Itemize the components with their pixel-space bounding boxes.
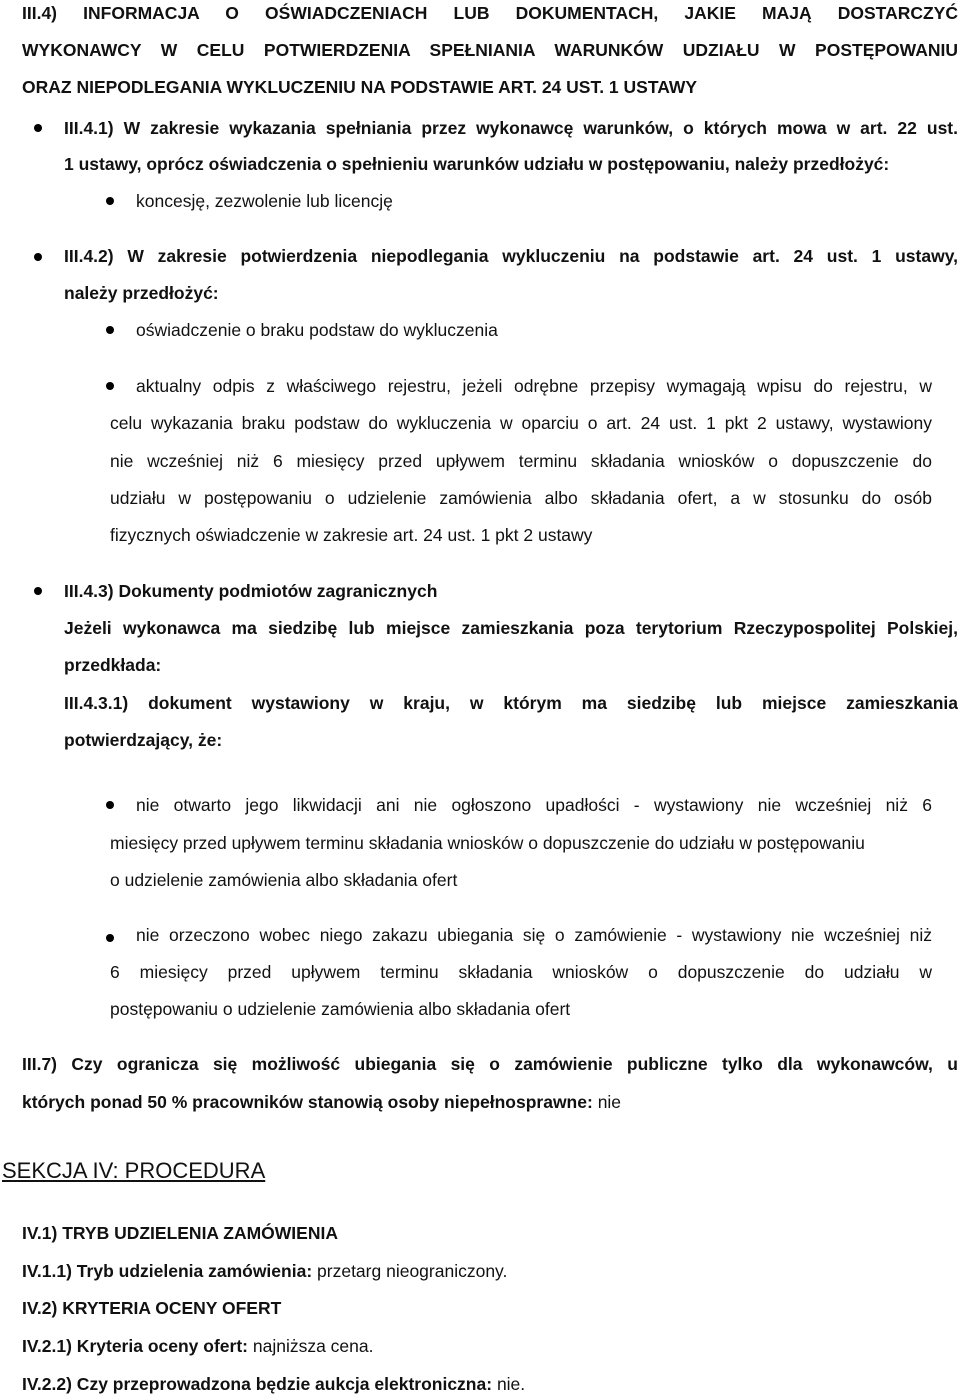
iv21-value: najniższa cena. bbox=[252, 1336, 374, 1356]
section-iii4-heading-line-1: III.4) INFORMACJA O OŚWIADCZENIACH LUB DOKUMENTACH, JAKIE MAJĄ DOSTARCZYĆ bbox=[22, 3, 958, 23]
iv11-label: IV.1.1) Tryb udzielenia zamówienia: bbox=[22, 1261, 313, 1281]
iii43-item-2-line-1: nie orzeczono wobec niego zakazu ubiegania się o zamówienie - wystawiony nie wcześniej niż bbox=[136, 925, 932, 945]
iii7-answer: nie bbox=[597, 1092, 622, 1112]
iii43-intro-line-2: przedkłada: bbox=[64, 655, 162, 675]
bullet-icon bbox=[106, 382, 114, 390]
iv1-heading: IV.1) TRYB UDZIELENIA ZAMÓWIENIA bbox=[22, 1223, 338, 1243]
bullet-icon bbox=[106, 326, 114, 334]
bullet-icon bbox=[106, 197, 114, 205]
bullet-icon bbox=[106, 934, 114, 942]
iv11-line bbox=[22, 1260, 507, 1282]
iii43-item-2-line-3: postępowaniu o udzielenie zamówienia albo składania ofert bbox=[110, 999, 571, 1019]
iii431-line-1: III.4.3.1) dokument wystawiony w kraju, w którym ma siedzibę lub miejsce zamieszkania bbox=[64, 693, 958, 713]
iii42-item-2-line-3: nie wcześniej niż 6 miesięcy przed upływem terminu składania wniosków o dopuszczenie do bbox=[110, 451, 932, 471]
section-iii4-heading-line-2: WYKONAWCY W CELU POTWIERDZENIA SPEŁNIANIA WARUNKÓW UDZIAŁU W POSTĘPOWANIU bbox=[22, 40, 958, 60]
iii42-item-2-line-5: fizycznych oświadczenie w zakresie art. 24 ust. 1 pkt 2 ustawy bbox=[110, 525, 593, 545]
iii43-intro-line-1: Jeżeli wykonawca ma siedzibę lub miejsce zamieszkania poza terytorium Rzeczypospolitej Polskiej, bbox=[64, 618, 958, 638]
iii41-line-2: 1 ustawy, oprócz oświadczenia o spełnieniu warunków udziału w postępowaniu, należy przedłożyć: bbox=[64, 154, 890, 174]
iii41-item-1: koncesję, zezwolenie lub licencję bbox=[136, 191, 393, 211]
section-iv-title: SEKCJA IV: PROCEDURA bbox=[2, 1158, 266, 1183]
bullet-icon bbox=[106, 801, 114, 809]
iv22-label: IV.2.2) Czy przeprowadzona będzie aukcja elektroniczna: bbox=[22, 1374, 493, 1394]
iv2-heading: IV.2) KRYTERIA OCENY OFERT bbox=[22, 1298, 282, 1318]
iii7-question: których ponad 50 % pracowników stanowią osoby niepełnosprawne: bbox=[22, 1092, 593, 1112]
bullet-icon bbox=[34, 587, 42, 595]
bullet-icon bbox=[34, 253, 42, 261]
iii42-item-2-line-1: aktualny odpis z właściwego rejestru, jeżeli odrębne przepisy wymagają wpisu do rejestru, w bbox=[136, 376, 932, 396]
iv11-value: przetarg nieograniczony. bbox=[317, 1261, 508, 1281]
iv21-label: IV.2.1) Kryteria oceny ofert: bbox=[22, 1336, 248, 1356]
iii7-line-2 bbox=[22, 1091, 621, 1113]
iv22-line bbox=[22, 1373, 525, 1395]
iii431-line-2: potwierdzający, że: bbox=[64, 730, 223, 750]
iii42-item-1: oświadczenie o braku podstaw do wykluczenia bbox=[136, 320, 498, 340]
iv21-line bbox=[22, 1335, 374, 1357]
iii43-title: III.4.3) Dokumenty podmiotów zagranicznych bbox=[64, 581, 438, 601]
bullet-icon bbox=[34, 124, 42, 132]
iii42-item-2-line-2: celu wykazania braku podstaw do wykluczenia w oparciu o art. 24 ust. 1 pkt 2 ustawy, wystawiony bbox=[110, 413, 932, 433]
iii42-item-2-line-4: udziału w postępowaniu o udzielenie zamówienia albo składania ofert, a w stosunku do osób bbox=[110, 488, 932, 508]
iii43-item-1-line-1: nie otwarto jego likwidacji ani nie ogłoszono upadłości - wystawiony nie wcześniej niż 6 bbox=[136, 795, 932, 815]
iii43-item-1-line-3: o udzielenie zamówienia albo składania ofert bbox=[110, 870, 458, 890]
iii42-line-1: III.4.2) W zakresie potwierdzenia niepodlegania wykluczeniu na podstawie art. 24 ust. 1 ustawy, bbox=[64, 246, 958, 266]
iv22-value: nie. bbox=[496, 1374, 526, 1394]
iii41-line-1: III.4.1) W zakresie wykazania spełniania przez wykonawcę warunków, o których mowa w art. 22 ust. bbox=[64, 118, 958, 138]
iii43-item-1-line-2: miesięcy przed upływem terminu składania wniosków o dopuszczenie do udziału w postępowaniu bbox=[110, 833, 865, 853]
section-iii4-heading-line-3: ORAZ NIEPODLEGANIA WYKLUCZENIU NA PODSTAWIE ART. 24 UST. 1 USTAWY bbox=[22, 77, 698, 97]
iii7-line-1: III.7) Czy ogranicza się możliwość ubiegania się o zamówienie publiczne tylko dla wykonawców, u bbox=[22, 1054, 958, 1074]
iii42-line-2: należy przedłożyć: bbox=[64, 283, 219, 303]
iii43-item-2-line-2: 6 miesięcy przed upływem terminu składania wniosków o dopuszczenie do udziału w bbox=[110, 962, 932, 982]
